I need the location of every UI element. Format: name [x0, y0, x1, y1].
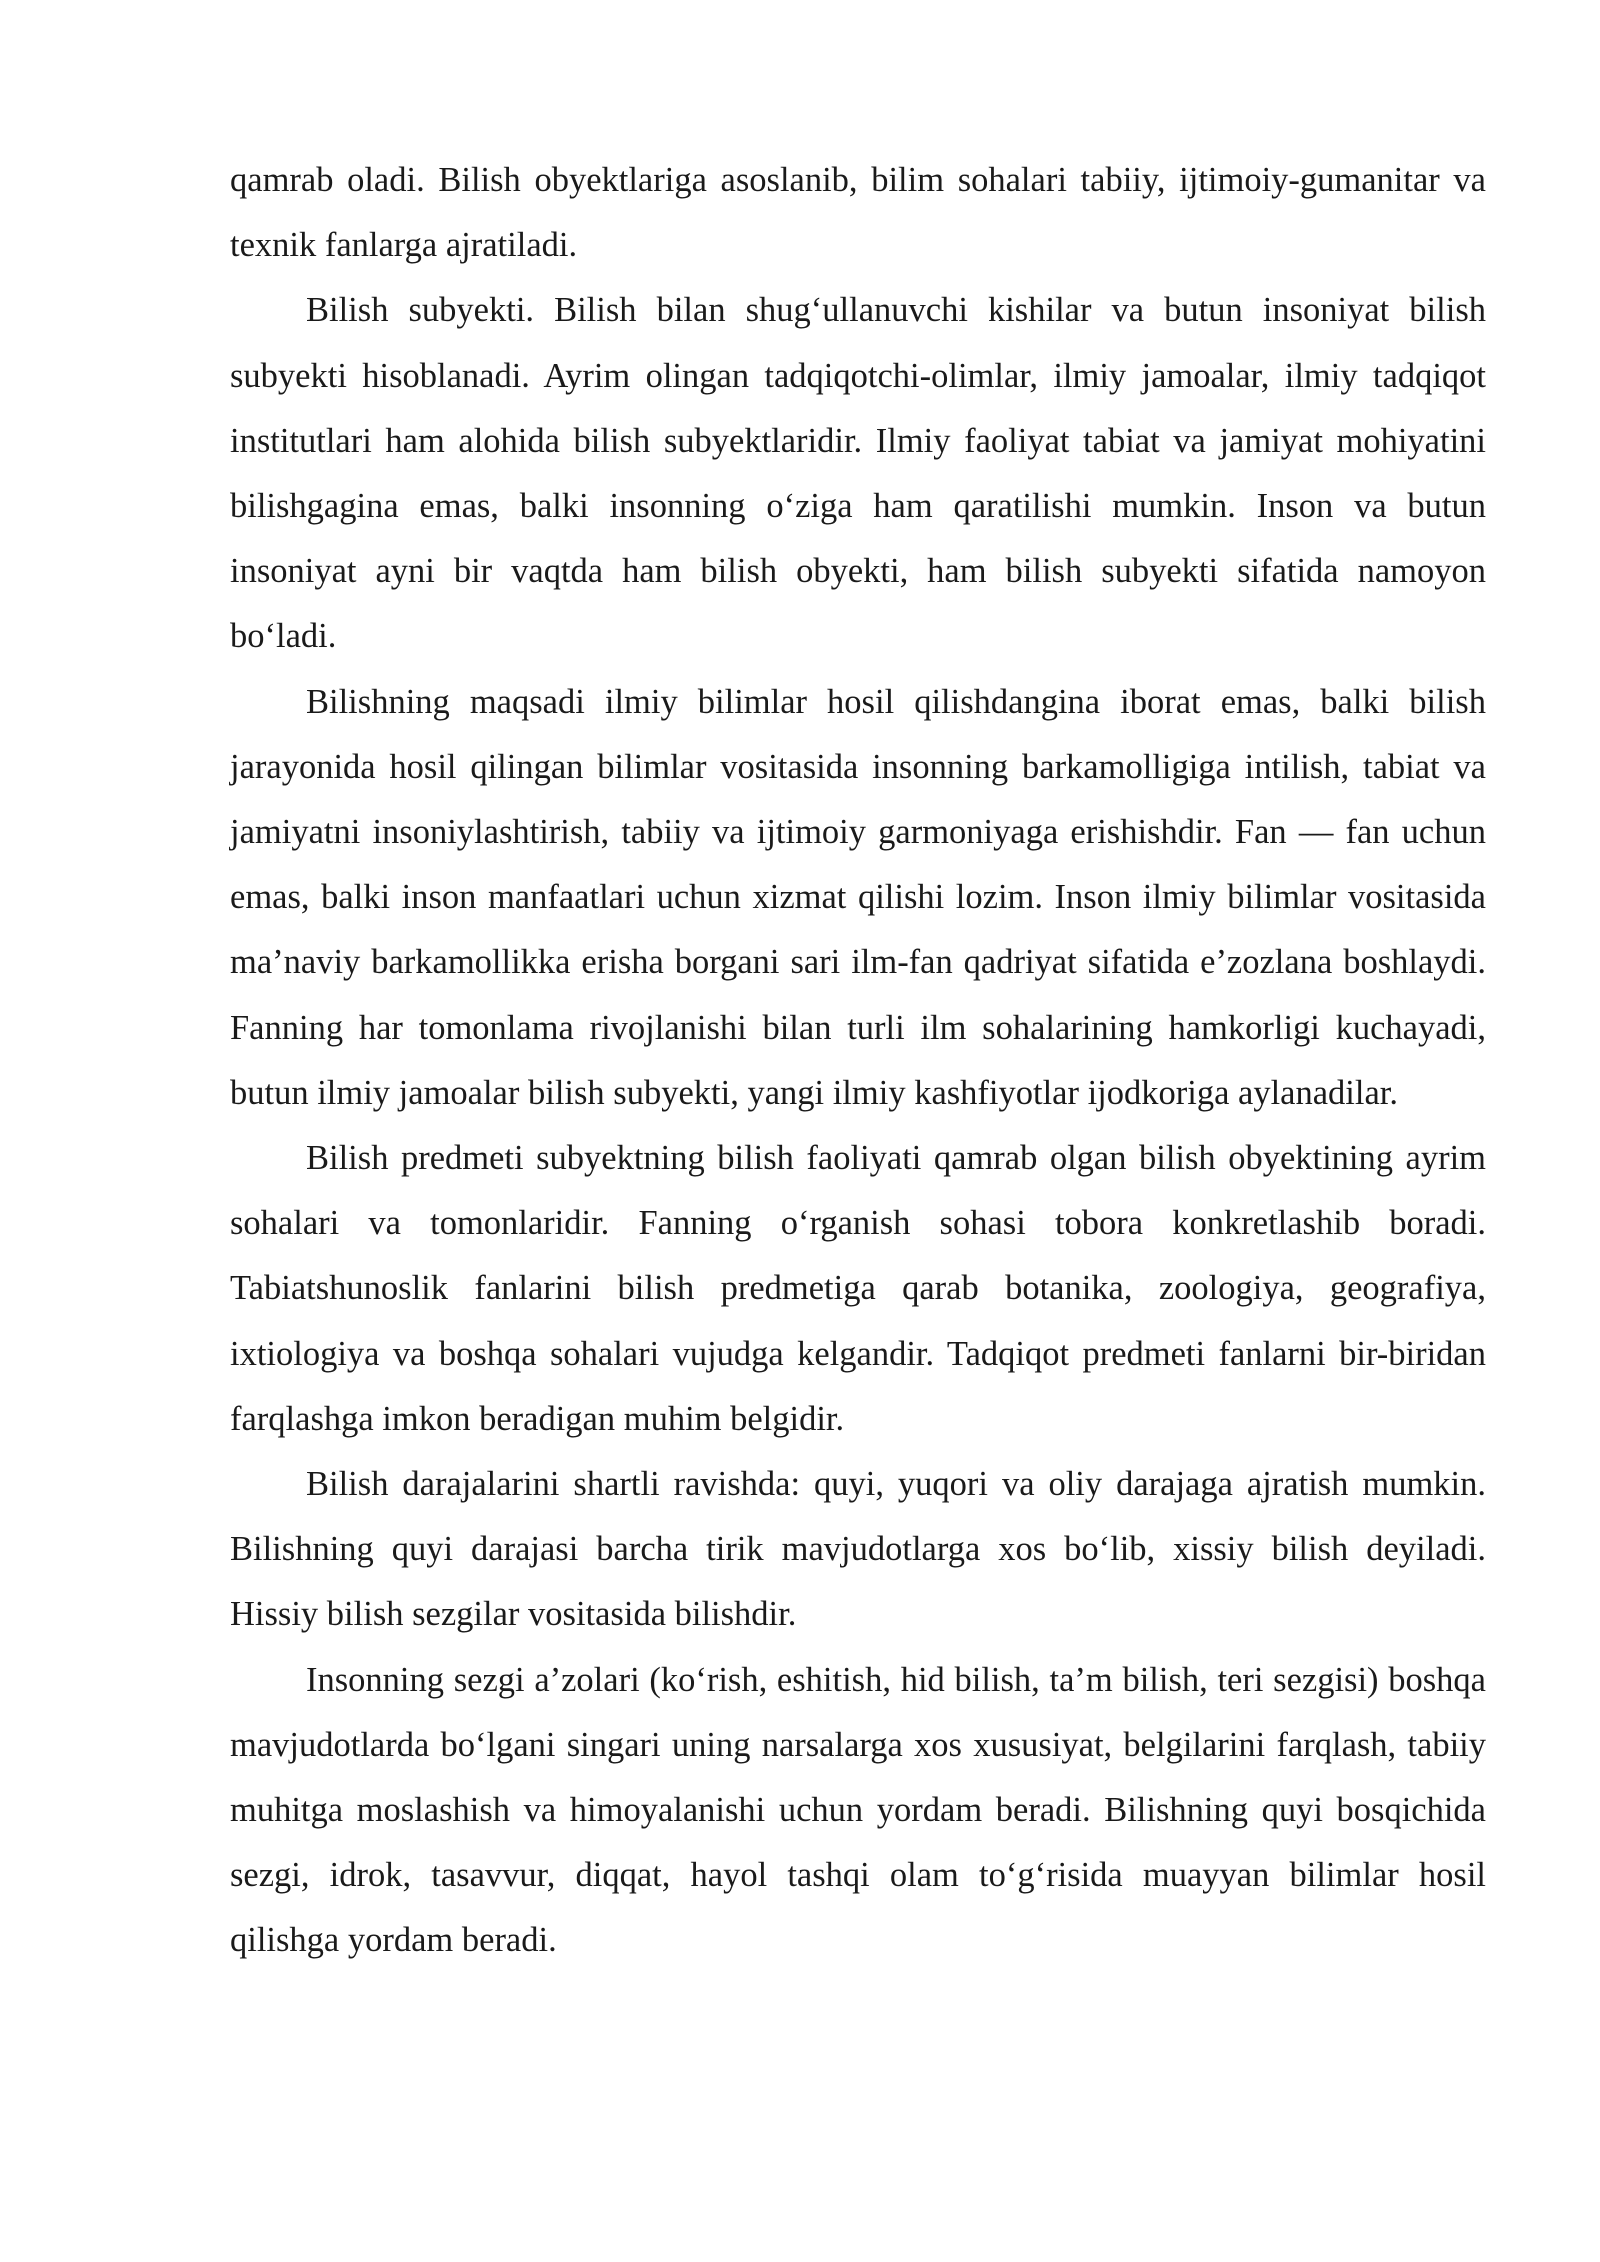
paragraph-bilish-subyekti: Bilish subyekti. Bilish bilan shug‘ullanuvchi kishilar va butun insoniyat bilish subyekti hisoblanadi. Ayrim olingan tadqiqotchi-olimlar, ilmiy jamoalar, ilmiy tadqiqot institutlari ham alohida bilish subyektlaridir. Ilmiy faoliyat tabiat va jamiyat mohiyatini bilishgagina emas, balki insonning o‘ziga ham qaratilishi mumkin. Inson va butun insoniyat ayni bir vaqtda ham bilish obyekti, ham bilish subyekti sifatida namoyon bo‘ladi.	[230, 291, 1486, 656]
body-text	[230, 148, 1486, 1974]
paragraph-sezgi-azolari: Insonning sezgi a’zolari (ko‘rish, eshitish, hid bilish, ta’m bilish, teri sezgisi) boshqa mavjudotlarda bo‘lgani singari uning narsalarga xos xususiyat, belgilarini farqlash, tabiiy muhitga moslashish va himoyalanishi uchun yordam beradi. Bilishning quyi bosqichida sezgi, idrok, tasavvur, diqqat, hayol tashqi olam to‘g‘risida muayyan bilimlar hosil qilishga yordam beradi.	[230, 1660, 1486, 1960]
paragraph-bilish-predmeti: Bilish predmeti subyektning bilish faoliyati qamrab olgan bilish obyektining ayrim sohalari va tomonlaridir. Fanning o‘rganish sohasi tobora konkretlashib boradi. Tabiatshunoslik fanlarini bilish predmetiga qarab botanika, zoologiya, geografiya, ixtiologiya va boshqa sohalari vujudga kelgandir. Tadqiqot predmeti fanlarni bir-biridan farqlashga imkon beradigan muhim belgidir.	[230, 1139, 1486, 1438]
paragraph-continuation: qamrab oladi. Bilish obyektlariga asoslanib, bilim sohalari tabiiy, ijtimoiy-gumanitar va texnik fanlarga ajratiladi.	[230, 161, 1486, 265]
paragraph-bilish-darajalari: Bilish darajalarini shartli ravishda: quyi, yuqori va oliy darajaga ajratish mumkin. Bilishning quyi darajasi barcha tirik mavjudotlarga xos bo‘lib, xissiy bilish deyiladi. Hissiy bilish sezgilar vositasida bilishdir.	[230, 1465, 1486, 1634]
paragraph-bilishning-maqsadi: Bilishning maqsadi ilmiy bilimlar hosil qilishdangina iborat emas, balki bilish jarayonida hosil qilingan bilimlar vositasida insonning barkamolligiga intilish, tabiat va jamiyatni insoniylashtirish, tabiiy va ijtimoiy garmoniyaga erishishdir. Fan — fan uchun emas, balki inson manfaatlari uchun xizmat qilishi lozim. Inson ilmiy bilimlar vositasida ma’naviy barkamollikka erisha borgani sari ilm-fan qadriyat sifatida e’zozlana boshlaydi. Fanning har tomonlama rivojlanishi bilan turli ilm sohalarining hamkorligi kuchayadi, butun ilmiy jamoalar bilish subyekti, yangi ilmiy kashfiyotlar ijodkoriga aylanadilar.	[230, 682, 1486, 1112]
